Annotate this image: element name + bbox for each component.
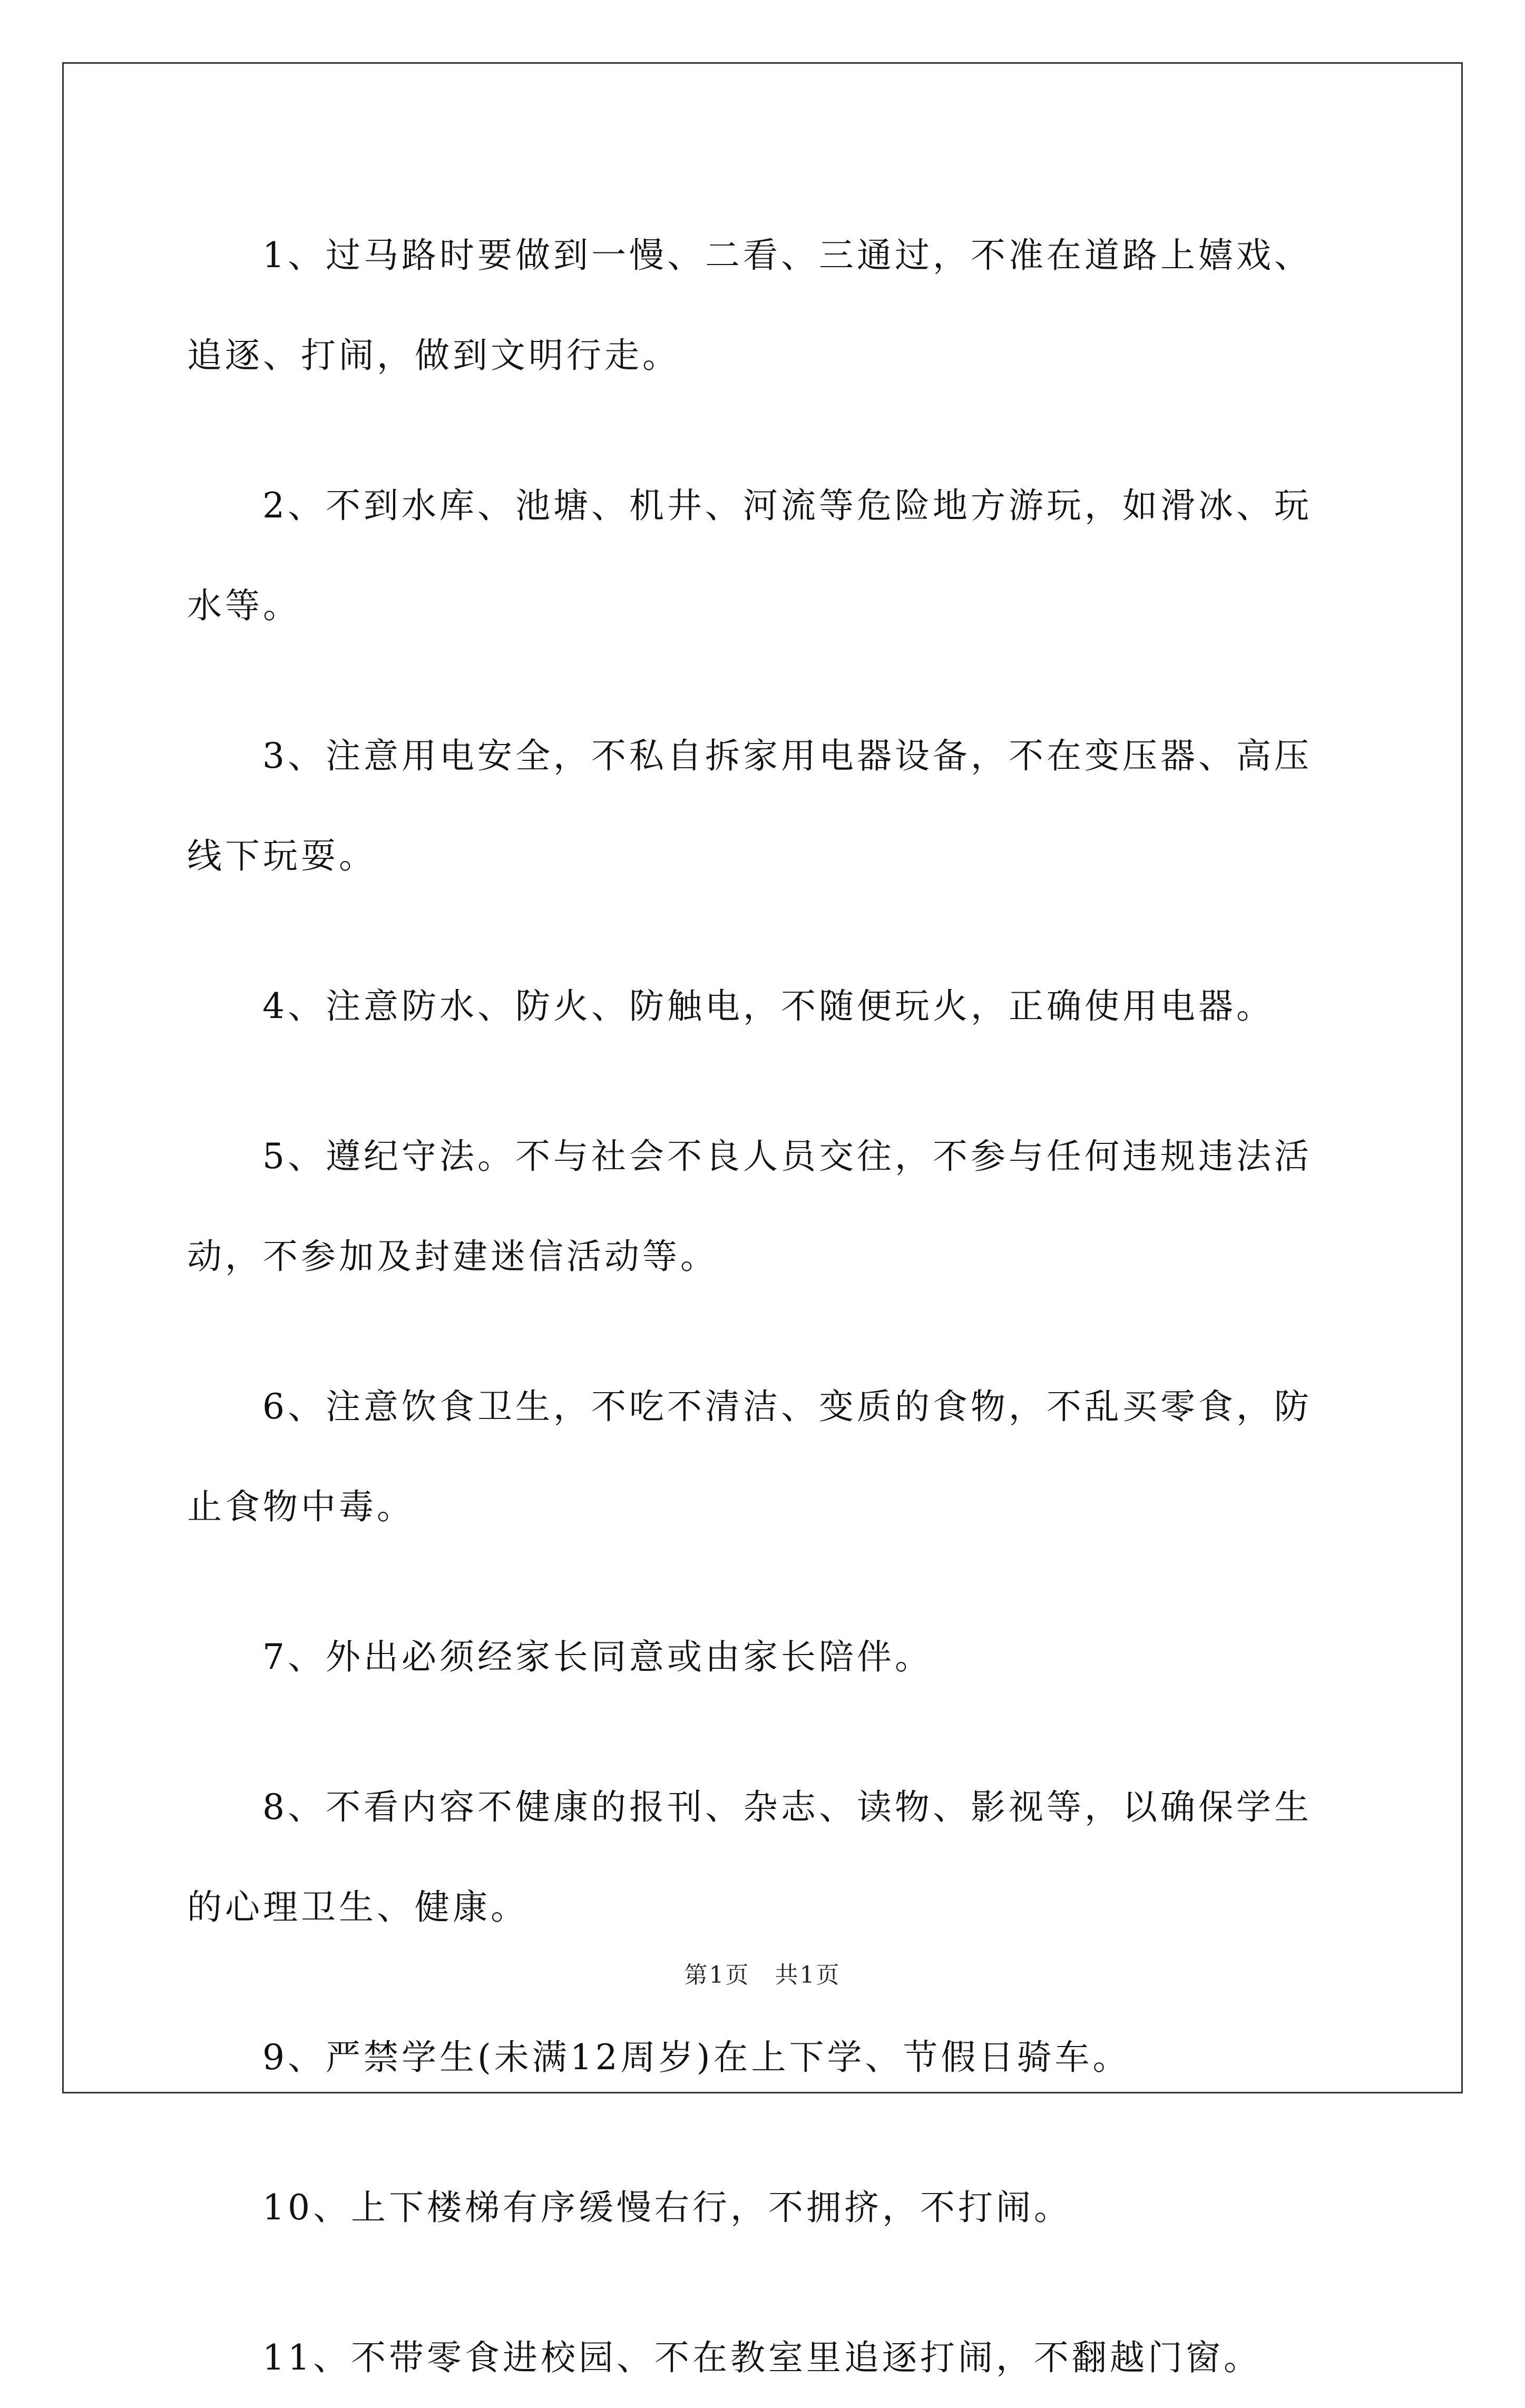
paragraph-6: 6、注意饮食卫生，不吃不清洁、变质的食物，不乱买零食，防止食物中毒。 — [187, 1386, 1312, 1527]
paragraph-3: 3、注意用电安全，不私自拆家用电器设备，不在变压器、高压线下玩耍。 — [187, 736, 1312, 876]
paragraph-1: 1、过马路时要做到一慢、二看、三通过，不准在道路上嬉戏、追逐、打闹，做到文明行走。 — [187, 235, 1312, 376]
paragraph-4: 4、注意防水、防火、防触电，不随便玩火，正确使用电器。 — [262, 986, 1274, 1026]
paragraph-5: 5、遵纪守法。不与社会不良人员交往，不参与任何违规违法活动，不参加及封建迷信活动等。 — [187, 1136, 1312, 1277]
paragraph-2: 2、不到水库、池塘、机井、河流等危险地方游玩，如滑冰、玩水等。 — [187, 485, 1312, 626]
paragraph-8: 8、不看内容不健康的报刊、杂志、读物、影视等，以确保学生的心理卫生、健康。 — [187, 1787, 1312, 1927]
page-number-footer: 第1页 共1页 — [684, 1962, 841, 1989]
paragraph-10: 10、上下楼梯有序缓慢右行，不拥挤，不打闹。 — [262, 2187, 1072, 2228]
paragraph-7: 7、外出必须经家长同意或由家长陪伴。 — [262, 1637, 933, 1677]
paragraph-9: 9、严禁学生(未满12周岁)在上下学、节假日骑车。 — [262, 2037, 1131, 2078]
paragraph-11: 11、不带零食进校园、不在教室里追逐打闹，不翻越门窗。 — [262, 2337, 1262, 2378]
document-body — [187, 205, 1341, 2408]
